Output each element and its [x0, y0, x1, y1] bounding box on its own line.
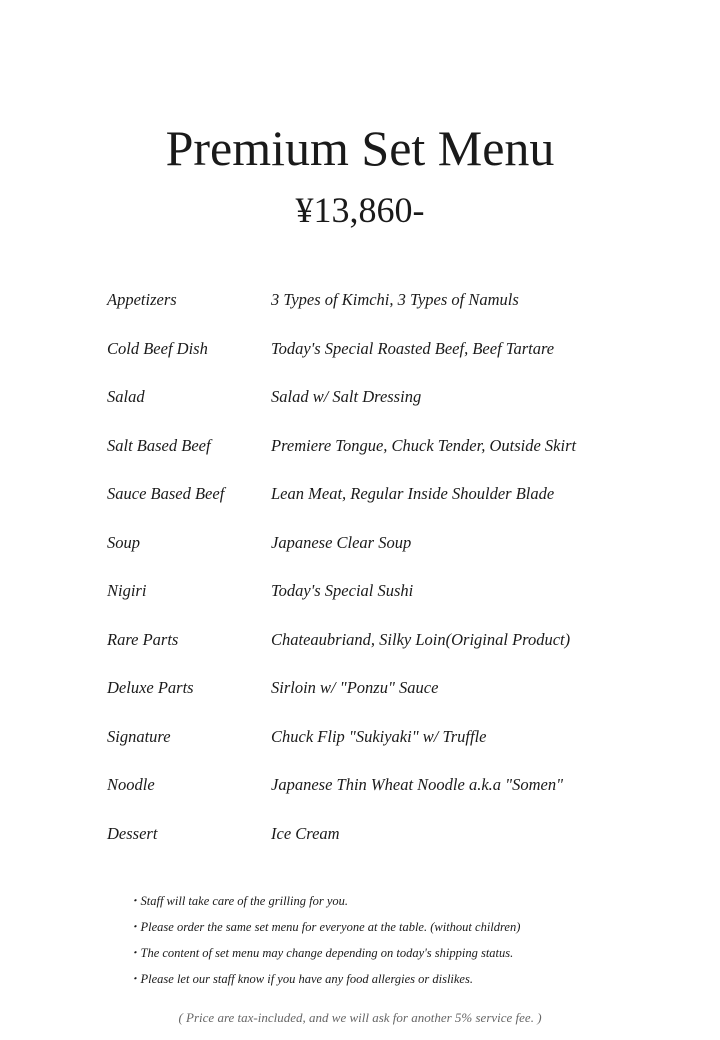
course-item: 3 Types of Kimchi, 3 Types of Namuls: [271, 290, 519, 309]
course-item: Chuck Flip "Sukiyaki" w/ Truffle: [271, 726, 487, 746]
course-row: [0, 325, 720, 374]
note-item: ・Please let our staff know if you have any food allergies or dislikes.: [128, 972, 473, 986]
course-item: Ice Cream: [271, 823, 340, 843]
course-item: Salad w/ Salt Dressing: [271, 387, 422, 406]
note-item: ・Please order the same set menu for everyone at the table. (without children): [128, 920, 521, 934]
menu-title: Premium Set Menu: [165, 120, 555, 176]
course-category: Salt Based Beef: [107, 435, 211, 455]
course-row: [0, 664, 720, 713]
course-category: Deluxe Parts: [107, 678, 194, 697]
course-category: Cold Beef Dish: [107, 338, 208, 358]
course-row: [0, 519, 720, 568]
course-item: Japanese Thin Wheat Noodle a.k.a "Somen": [271, 775, 564, 794]
course-category: Rare Parts: [107, 629, 179, 649]
menu-price: ¥13,860-: [295, 190, 425, 230]
course-item: Today's Special Roasted Beef, Beef Tartare: [271, 338, 555, 358]
course-category: Soup: [107, 532, 140, 552]
course-list: [0, 276, 720, 858]
course-category: Salad: [107, 387, 145, 406]
course-category: Appetizers: [107, 290, 177, 309]
course-item: Chateaubriand, Silky Loin(Original Product): [271, 629, 571, 649]
course-category: Dessert: [107, 823, 158, 843]
course-category: Nigiri: [107, 581, 147, 600]
price-footnote: ( Price are tax-included, and we will ask for another 5% service fee. ): [178, 1010, 542, 1025]
course-item: Premiere Tongue, Chuck Tender, Outside Skirt: [271, 435, 577, 455]
course-row: [0, 470, 720, 519]
course-item: Lean Meat, Regular Inside Shoulder Blade: [271, 484, 555, 503]
note-item: ・Staff will take care of the grilling for you.: [128, 894, 349, 908]
course-category: Noodle: [107, 775, 155, 794]
course-category: Sauce Based Beef: [107, 484, 225, 503]
course-row: [0, 567, 720, 616]
course-item: Japanese Clear Soup: [271, 532, 412, 552]
note-item: ・The content of set menu may change depending on today's shipping status.: [128, 946, 514, 960]
course-row: [0, 810, 720, 859]
course-row: [0, 422, 720, 471]
notes-list: [128, 888, 520, 992]
course-item: Sirloin w/ "Ponzu" Sauce: [271, 678, 439, 697]
course-row: [0, 616, 720, 665]
course-category: Signature: [107, 726, 171, 746]
course-item: Today's Special Sushi: [271, 581, 414, 600]
course-row: [0, 276, 720, 325]
course-row: [0, 761, 720, 810]
course-row: [0, 713, 720, 762]
course-row: [0, 373, 720, 422]
